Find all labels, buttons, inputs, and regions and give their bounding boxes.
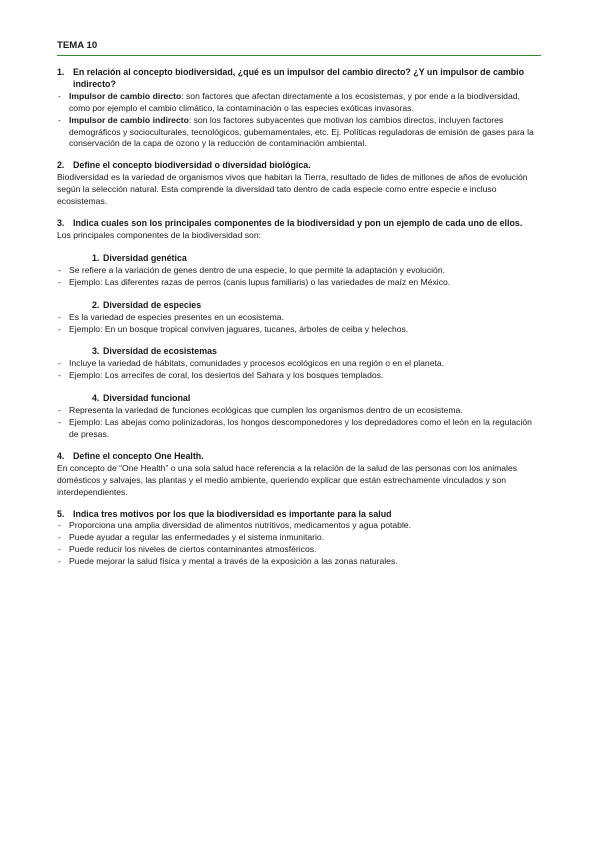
question-3 bbox=[57, 218, 541, 441]
answer-list bbox=[57, 91, 541, 151]
document-title: TEMA 10 bbox=[57, 40, 98, 51]
list-item bbox=[57, 91, 541, 115]
component-functional bbox=[57, 392, 541, 441]
sub-number: 3. bbox=[92, 346, 100, 357]
question-text: Define el concepto biodiversidad o diversidad biológica. bbox=[73, 160, 311, 171]
component-list bbox=[57, 312, 541, 336]
answer-paragraph: Biodiversidad es la variedad de organismos vivos que habitan la Tierra, resultado de lides de millones de años de evolución según la selección natural. Esta comprende la diversidad tato dentro de cada especie como entre especie e incluso ecosistemas. bbox=[57, 172, 528, 207]
sub-title: Diversidad funcional bbox=[103, 393, 191, 404]
list-item: - Puede mejorar la salud física y mental a través de la exposición a las zonas naturales. bbox=[57, 556, 541, 568]
list-item: - Representa la variedad de funciones ecológicas que cumplen los organismos dentro de un ecosistema. bbox=[57, 405, 541, 417]
list-item: - Incluye la variedad de hábitats, comunidades y procesos ecológicos en una región o en el planeta. bbox=[57, 358, 541, 370]
question-heading bbox=[57, 451, 541, 463]
answer-list bbox=[57, 520, 541, 568]
answer-paragraph: En concepto de “One Health” o una sola salud hace referencia a la relación de la salud de las personas con los animales domésticos y salvajes, las plantas y el medio ambiente, queriendo explicar que están estrechamente vinculados y son interdependientes. bbox=[57, 462, 518, 497]
list-item: - Es la variedad de especies presentes en un ecosistema. bbox=[57, 312, 541, 324]
question-text: Define el concepto One Health. bbox=[73, 450, 204, 461]
term: Impulsor de cambio directo bbox=[69, 90, 182, 101]
sub-title: Diversidad genética bbox=[103, 252, 187, 263]
question-heading bbox=[57, 67, 541, 91]
subheading bbox=[57, 345, 541, 357]
question-number: 4. bbox=[57, 450, 65, 461]
question-number: 2. bbox=[57, 160, 65, 171]
question-heading bbox=[57, 509, 541, 521]
list-item: - Ejemplo: En un bosque tropical conviven jaguares, tucanes, árboles de ceiba y helechos. bbox=[57, 324, 541, 336]
list-item: - Puede reducir los niveles de ciertos contaminantes atmosféricos. bbox=[57, 544, 541, 556]
question-number: 1. bbox=[57, 67, 65, 77]
list-item: - Se refiere a la variación de genes dentro de una especie, lo que permite la adaptación y evolución. bbox=[57, 265, 541, 277]
sub-number: 4. bbox=[92, 393, 100, 404]
component-ecosystems bbox=[57, 345, 541, 382]
question-5 bbox=[57, 509, 541, 569]
list-item: - Ejemplo: Las diferentes razas de perros (canis lupus familiaris) o las variedades de maíz en México. bbox=[57, 277, 541, 289]
component-list bbox=[57, 405, 541, 441]
sub-title: Diversidad de ecosistemas bbox=[103, 346, 217, 357]
question-heading bbox=[57, 160, 541, 172]
question-1 bbox=[57, 67, 541, 150]
component-list bbox=[57, 265, 541, 289]
question-text: En relación al concepto biodiversidad, ¿qué es un impulsor del cambio directo? ¿Y un impulsor de cambio indirecto? bbox=[73, 67, 525, 89]
list-item bbox=[57, 115, 541, 151]
question-4 bbox=[57, 451, 541, 499]
question-2 bbox=[57, 160, 541, 208]
list-item: - Ejemplo: Las abejas como polinizadoras, los hongos descomponedores y los depredadores como el león en la regulación de presas. bbox=[57, 417, 541, 441]
component-list bbox=[57, 358, 541, 382]
answer-intro: Los principales componentes de la biodiversidad son: bbox=[57, 229, 261, 240]
question-text: Indica cuales son los principales componentes de la biodiversidad y pon un ejemplo de cada uno de ellos. bbox=[73, 217, 523, 228]
component-genetic bbox=[57, 252, 541, 289]
subheading bbox=[57, 252, 541, 264]
definition: : son factores que afectan directamente a los ecosistemas, y por ende a la biodiversidad, como por ejemplo el cambio climático, la contaminación o las especies exóticas invasoras. bbox=[69, 90, 520, 113]
question-number: 3. bbox=[57, 217, 65, 228]
question-heading bbox=[57, 218, 541, 230]
definition: : son los factores subyacentes que motivan los cambios directos, incluyen factores demográficos y socioculturales, tecnológicos, gubernamentales, etc. Ej. Políticas reguladoras de emisión de gases para la conservación de la capa de ozono y la reducción de contaminación ambiental. bbox=[69, 114, 534, 149]
term: Impulsor de cambio indirecto bbox=[69, 114, 189, 125]
subheading bbox=[57, 392, 541, 404]
sub-number: 2. bbox=[92, 299, 100, 310]
list-item: - Proporciona una amplia diversidad de alimentos nutritivos, medicamentos y agua potable. bbox=[57, 520, 541, 532]
component-species bbox=[57, 299, 541, 336]
list-item: - Ejemplo: Los arrecifes de coral, los desiertos del Sahara y los bosques templados. bbox=[57, 370, 541, 382]
sub-number: 1. bbox=[92, 252, 100, 263]
title-divider bbox=[57, 55, 541, 56]
list-item: - Puede ayudar a regular las enfermedades y el sistema inmunitario. bbox=[57, 532, 541, 544]
subheading bbox=[57, 299, 541, 311]
sub-title: Diversidad de especies bbox=[103, 299, 202, 310]
question-number: 5. bbox=[57, 508, 65, 519]
question-text: Indica tres motivos por los que la biodiversidad es importante para la salud bbox=[73, 508, 392, 519]
